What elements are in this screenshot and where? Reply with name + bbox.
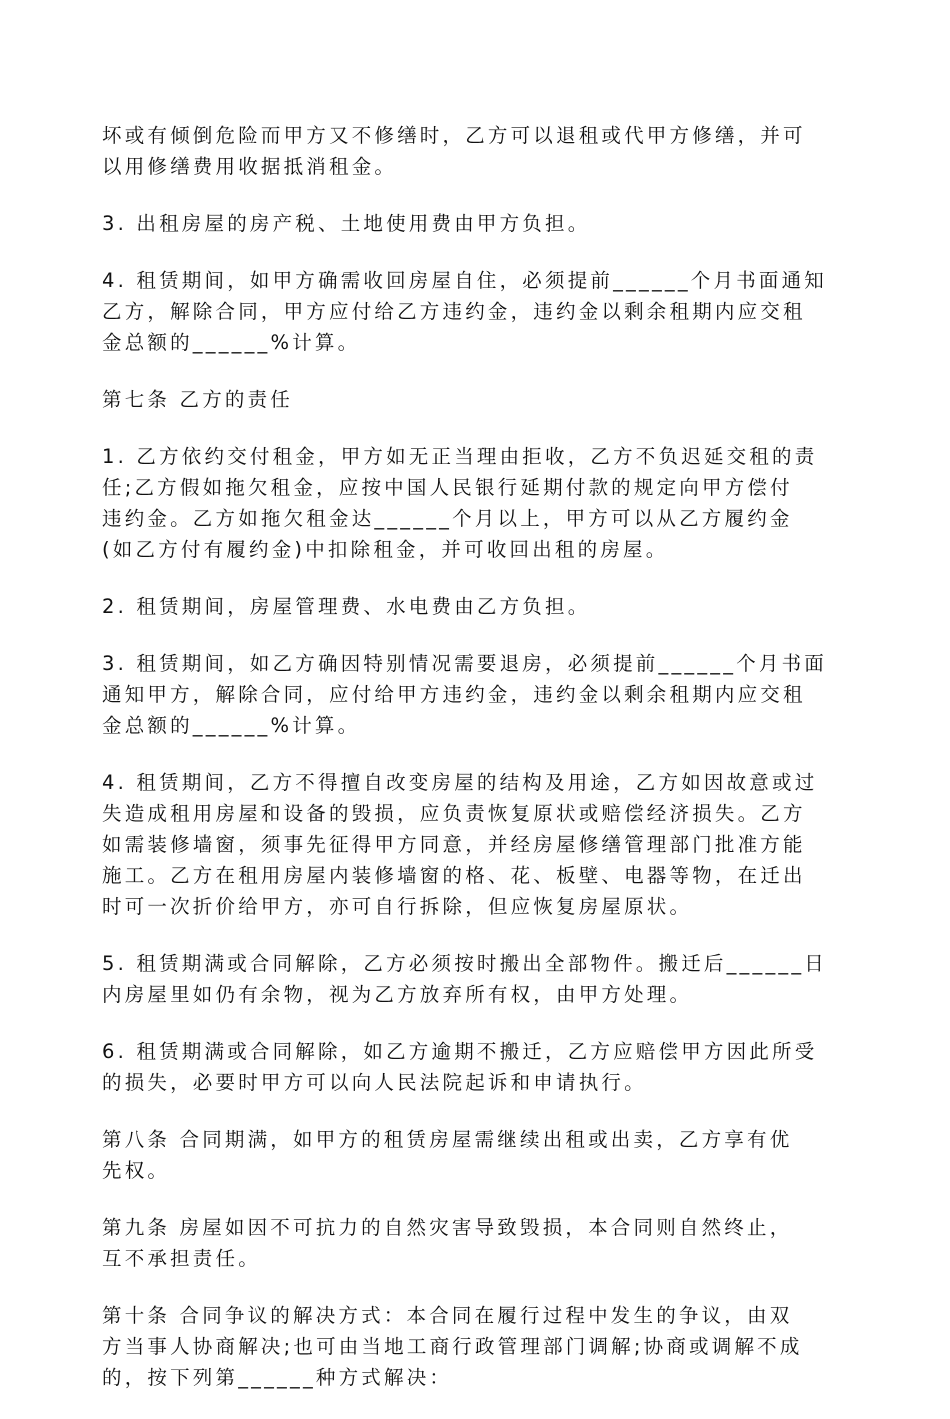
text-line: 1. 乙方依约交付租金，甲方如无正当理由拒收，乙方不负迟延交租的责: [102, 445, 818, 468]
text-line: 第九条 房屋如因不可抗力的自然灾害导致毁损，本合同则自然终止，: [102, 1216, 793, 1239]
clause-7-item-6: [102, 1036, 852, 1098]
text-line: 方当事人协商解决;也可由当地工商行政管理部门调解;协商或调解不成: [102, 1335, 803, 1358]
text-line: 坏或有倾倒危险而甲方又不修缮时，乙方可以退租或代甲方修缮，并可: [102, 124, 806, 147]
text-line: 第八条 合同期满，如甲方的租赁房屋需继续出租或出卖，乙方享有优: [102, 1128, 793, 1151]
text-line: 2. 租赁期间，房屋管理费、水电费由乙方负担。: [102, 595, 591, 618]
clause-7-item-1: [102, 441, 852, 565]
clause-6-item-3: [102, 208, 852, 239]
text-line: (如乙方付有履约金)中扣除租金，并可收回出租的房屋。: [102, 538, 669, 561]
clause-7-item-5: [102, 948, 852, 1010]
paragraph-repair-continuation: [102, 120, 852, 182]
text-line: 互不承担责任。: [102, 1247, 261, 1270]
text-line: 6. 租赁期满或合同解除，如乙方逾期不搬迁，乙方应赔偿甲方因此所受: [102, 1040, 818, 1063]
clause-7-item-4: [102, 767, 852, 922]
text-line: 内房屋里如仍有余物，视为乙方放弃所有权，由甲方处理。: [102, 983, 693, 1006]
text-line: 5. 租赁期满或合同解除，乙方必须按时搬出全部物件。搬迁后______日: [102, 952, 828, 975]
article-10: [102, 1300, 852, 1393]
article-7-heading: [102, 384, 852, 415]
article-8: [102, 1124, 852, 1186]
text-line: 失造成租用房屋和设备的毁损，应负责恢复原状或赔偿经济损失。乙方: [102, 802, 806, 825]
text-line: 通知甲方，解除合同，应付给甲方违约金，违约金以剩余租期内应交租: [102, 683, 806, 706]
text-line: 施工。乙方在租用房屋内装修墙窗的格、花、板壁、电器等物，在迁出: [102, 864, 806, 887]
text-line: 金总额的______%计算。: [102, 331, 361, 354]
text-line: 3. 租赁期间，如乙方确因特别情况需要退房，必须提前______个月书面: [102, 652, 828, 675]
text-line: 第十条 合同争议的解决方式：本合同在履行过程中发生的争议，由双: [102, 1304, 793, 1327]
text-line: 以用修缮费用收据抵消租金。: [102, 155, 398, 178]
text-line: 如需装修墙窗，须事先征得甲方同意，并经房屋修缮管理部门批准方能: [102, 833, 806, 856]
document-page: [102, 120, 852, 1419]
text-line: 时可一次折价给甲方，亦可自行拆除，但应恢复房屋原状。: [102, 895, 693, 918]
text-line: 乙方，解除合同，甲方应付给乙方违约金，违约金以剩余租期内应交租: [102, 300, 806, 323]
article-9: [102, 1212, 852, 1274]
text-line: 先权。: [102, 1159, 171, 1182]
text-line: 的损失，必要时甲方可以向人民法院起诉和申请执行。: [102, 1071, 647, 1094]
clause-7-item-2: [102, 591, 852, 622]
text-line: 金总额的______%计算。: [102, 714, 361, 737]
text-line: 的，按下列第______种方式解决：: [102, 1366, 453, 1389]
heading-text: 第七条 乙方的责任: [102, 388, 293, 411]
clause-6-item-4: [102, 265, 852, 358]
text-line: 3. 出租房屋的房产税、土地使用费由甲方负担。: [102, 212, 591, 235]
text-line: 4. 租赁期间，乙方不得擅自改变房屋的结构及用途，乙方如因故意或过: [102, 771, 818, 794]
text-line: 违约金。乙方如拖欠租金达______个月以上，甲方可以从乙方履约金: [102, 507, 793, 530]
text-line: 任;乙方假如拖欠租金，应按中国人民银行延期付款的规定向甲方偿付: [102, 476, 793, 499]
clause-7-item-3: [102, 648, 852, 741]
text-line: 4. 租赁期间，如甲方确需收回房屋自住，必须提前______个月书面通知: [102, 269, 828, 292]
